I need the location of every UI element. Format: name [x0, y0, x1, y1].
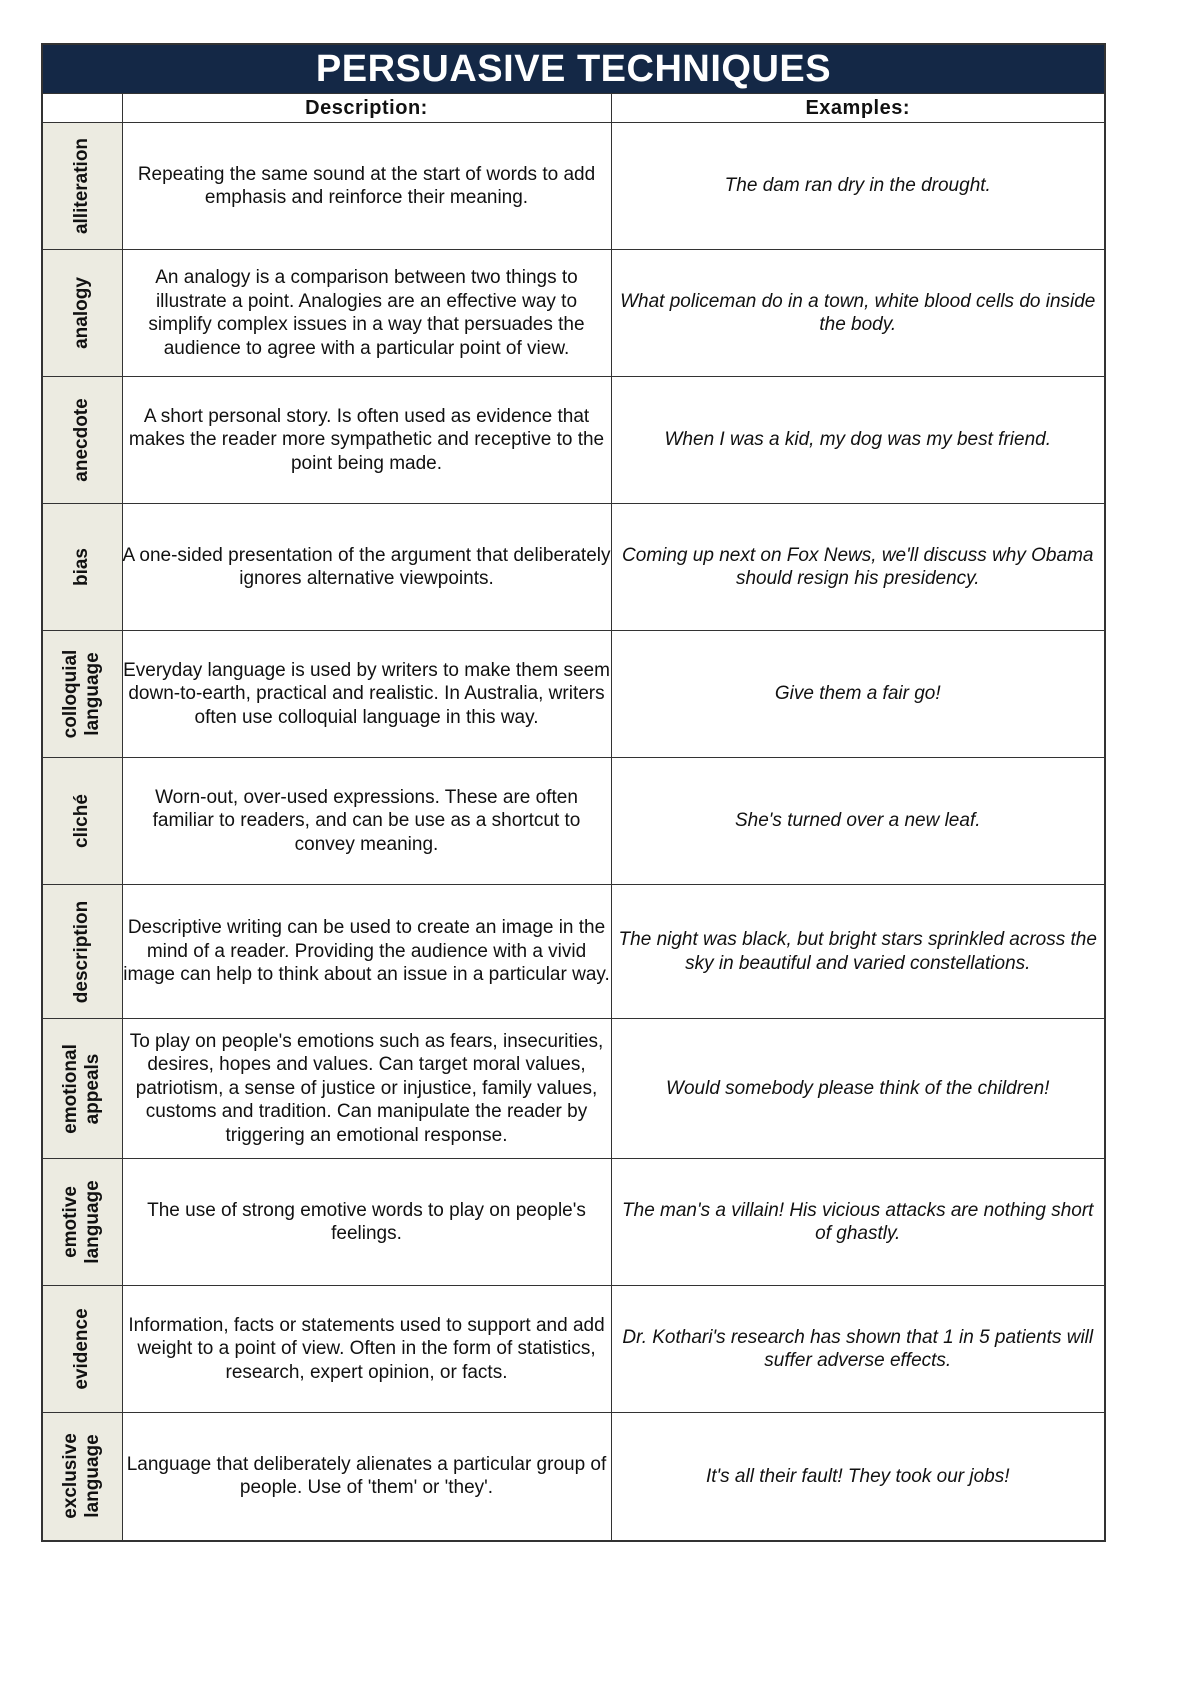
technique-label-line: colloquial	[60, 649, 82, 739]
header-row	[43, 94, 1104, 123]
technique-label-line: description	[71, 900, 93, 1003]
header-label-cell	[43, 94, 122, 123]
technique-description: A short personal story. Is often used as evidence that makes the reader more sympathetic and receptive to the point being made.	[122, 377, 611, 504]
technique-description: The use of strong emotive words to play on people's feelings.	[122, 1159, 611, 1286]
technique-description: Everyday language is used by writers to make them seem down-to-earth, practical and realistic. In Australia, writers often use colloquial language in this way.	[122, 631, 611, 758]
technique-label-line: language	[82, 1180, 104, 1264]
technique-label-line: anecdote	[71, 398, 93, 482]
technique-example: Give them a fair go!	[611, 631, 1104, 758]
technique-label-line: alliteration	[71, 137, 93, 235]
technique-label-line: language	[82, 652, 104, 736]
table-row	[43, 1019, 1104, 1159]
technique-description: An analogy is a comparison between two things to illustrate a point. Analogies are an effective way to simplify complex issues in a way that persuades the audience to agree with a particular point of view.	[122, 250, 611, 377]
header-examples: Examples:	[611, 94, 1104, 123]
table-row	[43, 631, 1104, 758]
table-title: PERSUASIVE TECHNIQUES	[43, 45, 1104, 94]
technique-label-cell	[43, 631, 122, 758]
technique-label-line: emotional	[60, 1043, 82, 1134]
technique-example: Dr. Kothari's research has shown that 1 in 5 patients will suffer adverse effects.	[611, 1286, 1104, 1413]
technique-example: When I was a kid, my dog was my best friend.	[611, 377, 1104, 504]
technique-label-line: bias	[71, 547, 93, 587]
technique-label-line: appeals	[82, 1053, 104, 1124]
technique-label-cell	[43, 1413, 122, 1540]
technique-description: Language that deliberately alienates a particular group of people. Use of 'them' or 'they'.	[122, 1413, 611, 1540]
technique-label	[71, 398, 93, 481]
technique-description: Descriptive writing can be used to create an image in the mind of a reader. Providing the audience with a vivid image can help to think about an issue in a particular way.	[122, 885, 611, 1019]
technique-label-line: evidence	[71, 1308, 93, 1390]
technique-label-line: exclusive	[60, 1433, 82, 1520]
technique-label-cell	[43, 504, 122, 631]
technique-example: Would somebody please think of the children!	[611, 1019, 1104, 1159]
technique-label	[60, 1433, 104, 1519]
table-row	[43, 123, 1104, 250]
technique-description: To play on people's emotions such as fears, insecurities, desires, hopes and values. Can target moral values, patriotism, a sense of justice or injustice, family values, customs and tradition. Can manipulate the reader by triggering an emotional response.	[122, 1019, 611, 1159]
technique-description: Repeating the same sound at the start of words to add emphasis and reinforce their meaning.	[122, 123, 611, 250]
technique-label-line: language	[82, 1434, 104, 1518]
table-row	[43, 758, 1104, 885]
technique-label-cell	[43, 1159, 122, 1286]
technique-example: The night was black, but bright stars sprinkled across the sky in beautiful and varied constellations.	[611, 885, 1104, 1019]
table-row	[43, 504, 1104, 631]
technique-description: Information, facts or statements used to support and add weight to a point of view. Often in the form of statistics, research, expert opinion, or facts.	[122, 1286, 611, 1413]
technique-label-cell	[43, 1286, 122, 1413]
technique-example: What policeman do in a town, white blood cells do inside the body.	[611, 250, 1104, 377]
technique-label-line: analogy	[71, 277, 93, 349]
technique-label-line: emotive	[60, 1186, 82, 1258]
technique-label	[60, 650, 104, 739]
technique-label-cell	[43, 250, 122, 377]
technique-example: The dam ran dry in the drought.	[611, 123, 1104, 250]
technique-label	[71, 1308, 93, 1389]
technique-label-cell	[43, 123, 122, 250]
table-row	[43, 1286, 1104, 1413]
technique-label	[71, 900, 93, 1002]
technique-description: Worn-out, over-used expressions. These are often familiar to readers, and can be use as a shortcut to convey meaning.	[122, 758, 611, 885]
persuasive-techniques-table	[41, 43, 1106, 1542]
header-description: Description:	[122, 94, 611, 123]
table-row	[43, 250, 1104, 377]
techniques-grid	[43, 94, 1104, 1540]
table-row	[43, 377, 1104, 504]
table-row	[43, 1159, 1104, 1286]
technique-label	[71, 794, 93, 848]
technique-label	[71, 277, 93, 349]
technique-label-line: cliché	[71, 794, 93, 848]
technique-label	[60, 1044, 104, 1134]
technique-label	[60, 1180, 104, 1263]
table-row	[43, 1413, 1104, 1540]
technique-label-cell	[43, 377, 122, 504]
technique-example: She's turned over a new leaf.	[611, 758, 1104, 885]
technique-example: The man's a villain! His vicious attacks are nothing short of ghastly.	[611, 1159, 1104, 1286]
technique-label-cell	[43, 758, 122, 885]
technique-label-cell	[43, 885, 122, 1019]
table-row	[43, 885, 1104, 1019]
technique-label-cell	[43, 1019, 122, 1159]
technique-label	[71, 548, 93, 586]
technique-label	[71, 138, 93, 234]
technique-example: It's all their fault! They took our jobs!	[611, 1413, 1104, 1540]
technique-example: Coming up next on Fox News, we'll discuss why Obama should resign his presidency.	[611, 504, 1104, 631]
technique-description: A one-sided presentation of the argument that deliberately ignores alternative viewpoints.	[122, 504, 611, 631]
